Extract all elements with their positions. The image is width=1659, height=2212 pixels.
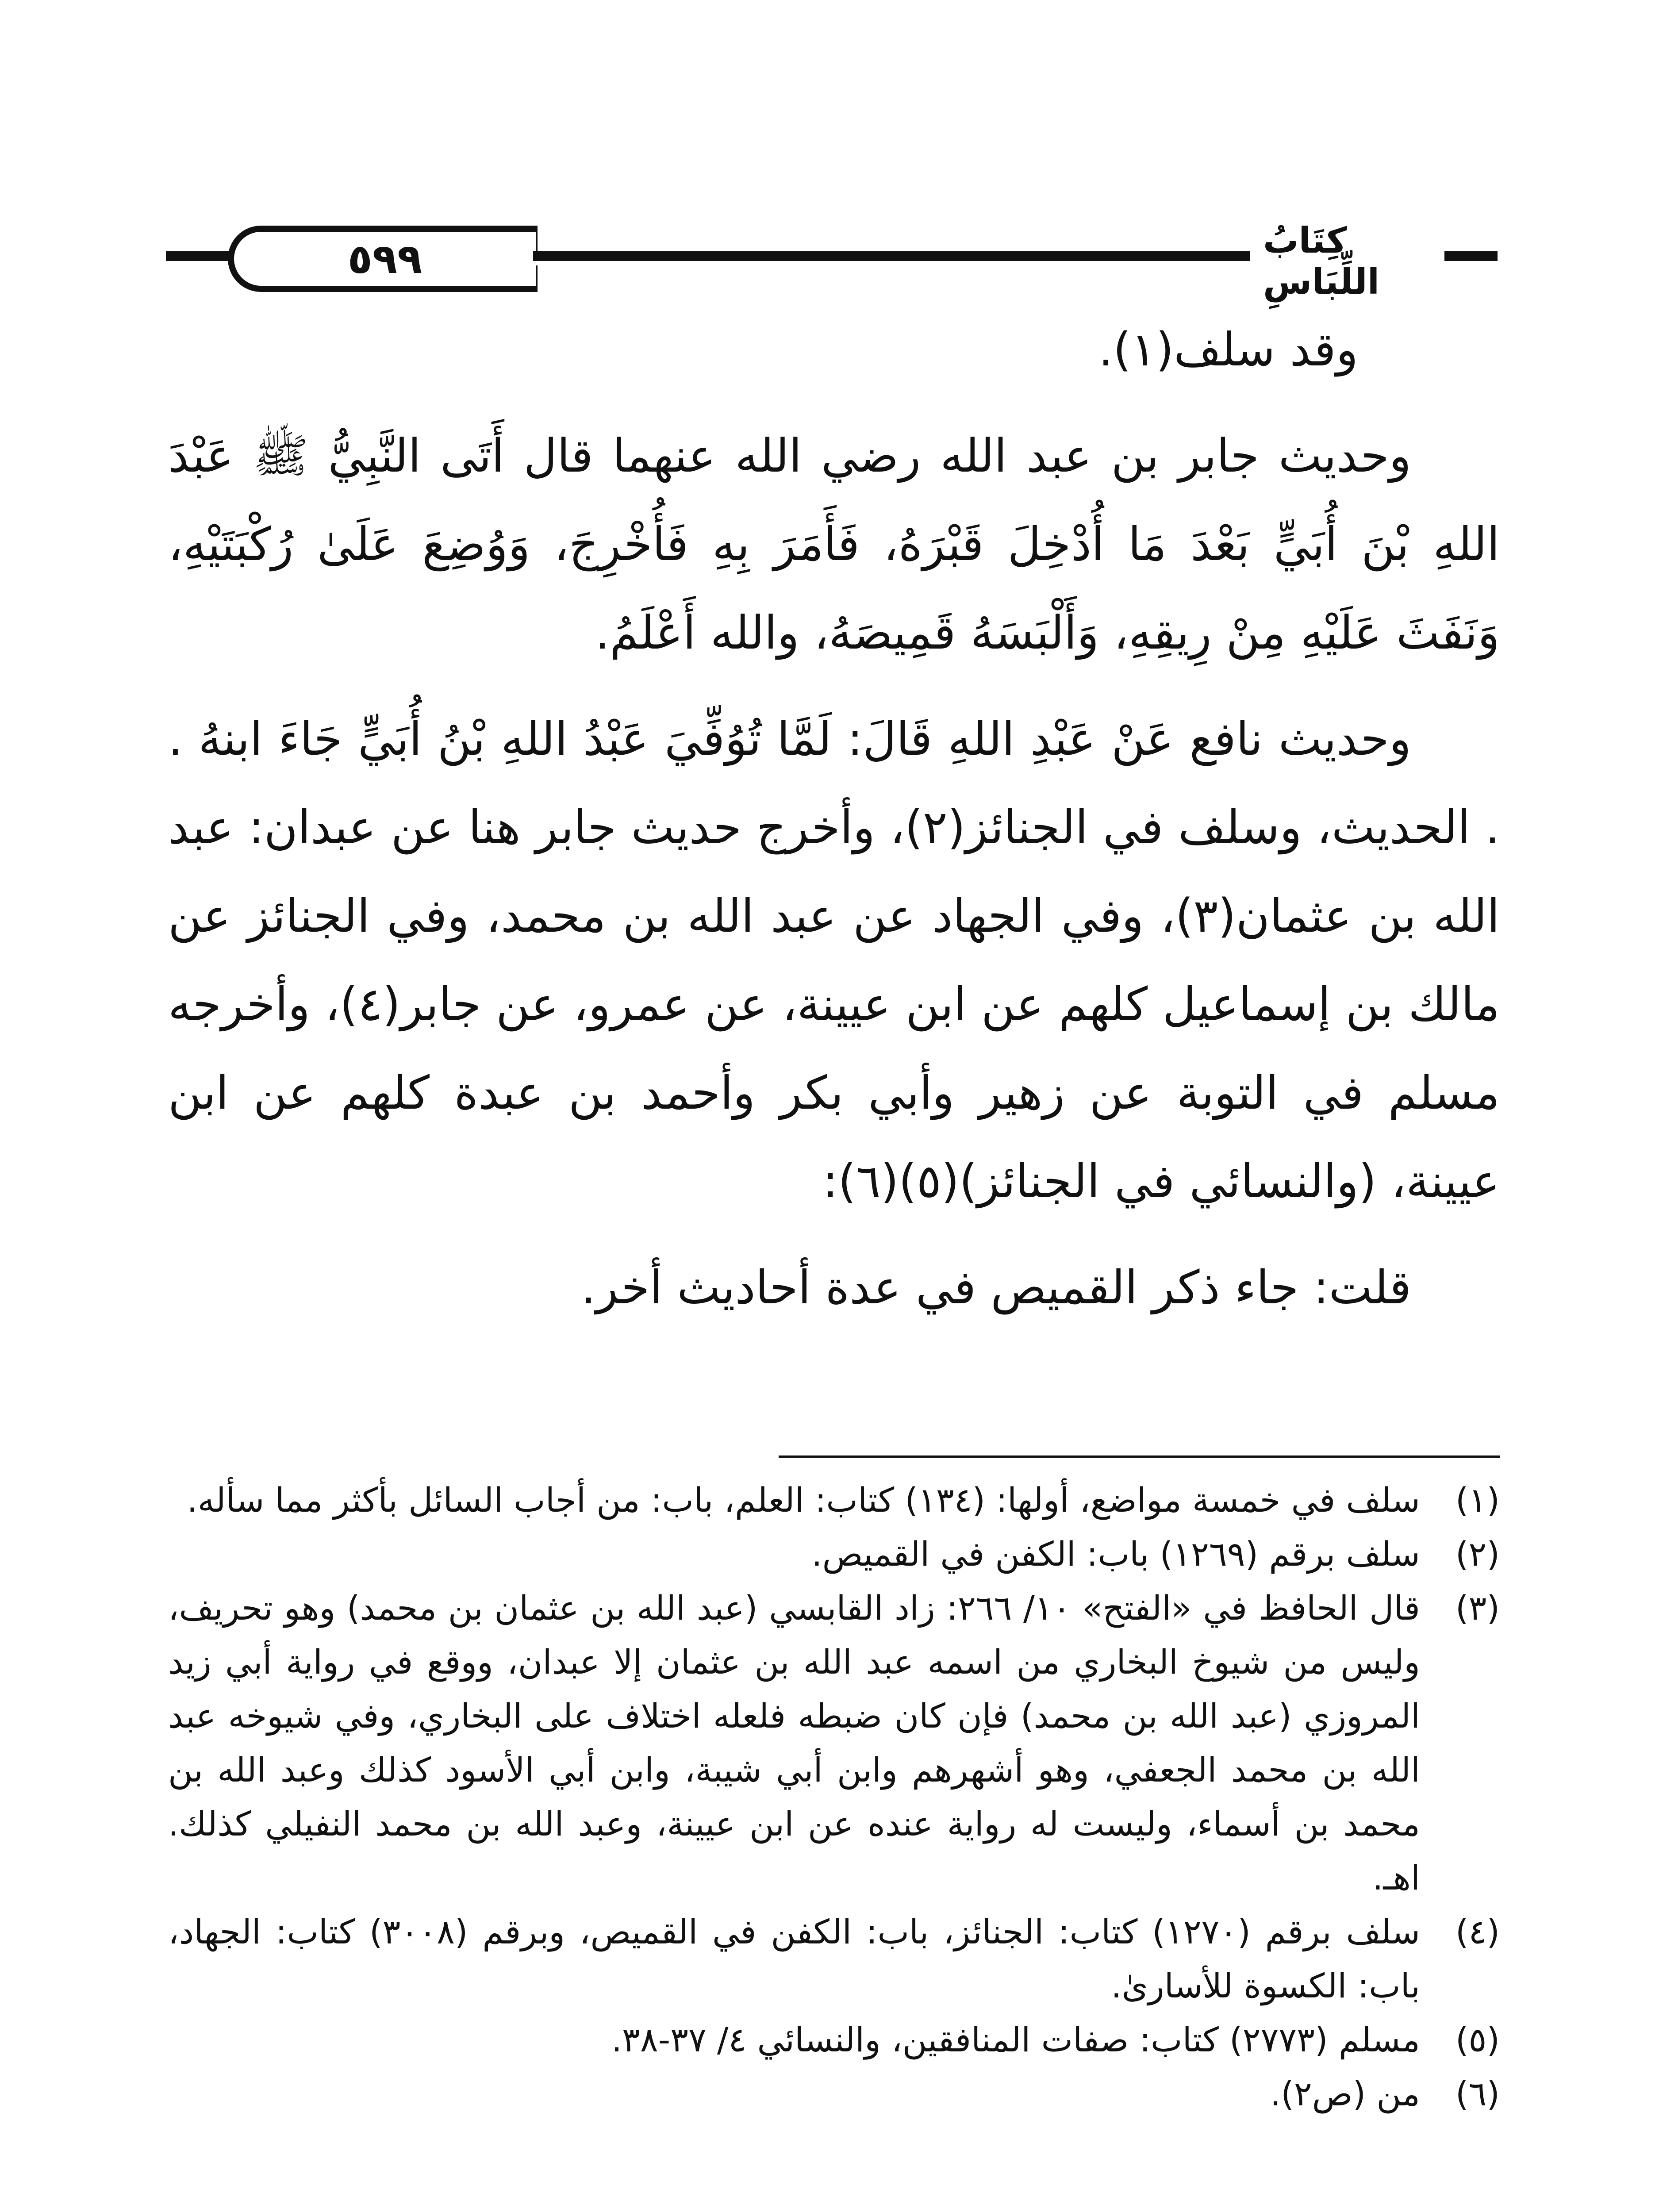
header-rule-right	[1444, 251, 1498, 261]
paragraph-4: قلت: جاء ذكر القميص في عدة أحاديث أخر.	[581, 1260, 1411, 1314]
footnote-4	[168, 1905, 1500, 2013]
footnote-mark: (٢)	[1455, 1534, 1500, 1574]
footnote-mark: (٥)	[1455, 2020, 1500, 2059]
main-text	[168, 305, 1500, 1349]
footnote-5	[168, 2013, 1500, 2067]
page-number-badge	[228, 226, 538, 292]
paragraph-3: وحديث نافع عَنْ عَبْدِ اللهِ قَالَ: لَمَّا تُوُفِّيَ عَبْدُ اللهِ بْنُ أُبَيٍّ جَاءَ ابنهُ . . الحديث، وسلف في الجنائز(٢)، وأخرج حديث جابر هنا عن عبدان: عبد الله بن عثمان(٣)، وفي الجهاد عن عبد الله بن محمد، وفي الجنائز عن مالك بن إسماعيل كلهم عن ابن عيينة، عن عمرو، عن جابر(٤)، وأخرجه مسلم في التوبة عن زهير وأبي بكر وأحمد بن عبدة كلهم عن ابن عيينة، (والنسائي في الجنائز)(٥)(٦):	[168, 712, 1500, 1208]
footnote-3	[168, 1581, 1500, 1905]
footnote-mark: (٣)	[1455, 1588, 1500, 1628]
book-title: كِتَابُ اللِّبَاسِ	[1263, 220, 1380, 302]
footnotes	[168, 1473, 1500, 2121]
paragraph-1: وقد سلف(١).	[1098, 323, 1358, 376]
footnote-6	[168, 2067, 1500, 2121]
footnote-mark: (٦)	[1455, 2074, 1500, 2113]
footnote-text: سلف في خمسة مواضع، أولها: (١٣٤) كتاب: العلم، باب: من أجاب السائل بأكثر مما سأله.	[187, 1480, 1420, 1520]
footnote-text: قال الحافظ في «الفتح» ١٠/ ٢٦٦: زاد القابسي (عبد الله بن عثمان بن محمد) وهو تحريف، وليس من شيوخ البخاري من اسمه عبد الله بن عثمان إلا عبدان، ووقع في رواية أبي زيد المروزي (عبد الله بن محمد) فإن كان ضبطه فلعله اختلاف على البخاري، وفي شيوخه عبد الله بن محمد الجعفي، وهو أشهرهم وابن أبي شيبة، وابن أبي الأسود كذلك وعبد الله بن محمد بن أسماء، وليست له رواية عنده عن ابن عيينة، وعبد الله بن محمد النفيلي كذلك. اهـ.	[168, 1588, 1420, 1897]
page-header	[166, 220, 1498, 302]
footnote-mark: (١)	[1455, 1480, 1500, 1520]
footnote-text: سلف برقم (١٢٧٠) كتاب: الجنائز، باب: الكفن في القميص، وبرقم (٣٠٠٨) كتاب: الجهاد، باب: الكسوة للأسارىٰ.	[168, 1912, 1421, 2005]
header-rule-left	[166, 251, 232, 261]
footnote-text: من (ص٢).	[1270, 2074, 1420, 2113]
footnote-1	[168, 1473, 1500, 1527]
page-number: ٥٩٩	[347, 235, 422, 283]
footnote-2	[168, 1527, 1500, 1581]
footnote-mark: (٤)	[1455, 1912, 1500, 1951]
footnote-separator	[779, 1455, 1500, 1458]
header-rule-main	[533, 251, 1250, 261]
footnote-text: سلف برقم (١٢٦٩) باب: الكفن في القميص.	[811, 1534, 1420, 1574]
footnote-text: مسلم (٢٧٧٣) كتاب: صفات المنافقين، والنسائي ٤/ ٣٧-٣٨.	[611, 2020, 1420, 2059]
paragraph-2: وحديث جابر بن عبد الله رضي الله عنهما قال أَتَى النَّبِيُّ ﷺ عَبْدَ اللهِ بْنَ أُبَيٍّ بَعْدَ مَا أُدْخِلَ قَبْرَهُ، فَأَمَرَ بِهِ فَأُخْرِجَ، وَوُضِعَ عَلَىٰ رُكْبَتَيْهِ، وَنَفَثَ عَلَيْهِ مِنْ رِيقِهِ، وَأَلْبَسَهُ قَمِيصَهُ، والله أَعْلَمُ.	[168, 429, 1500, 660]
